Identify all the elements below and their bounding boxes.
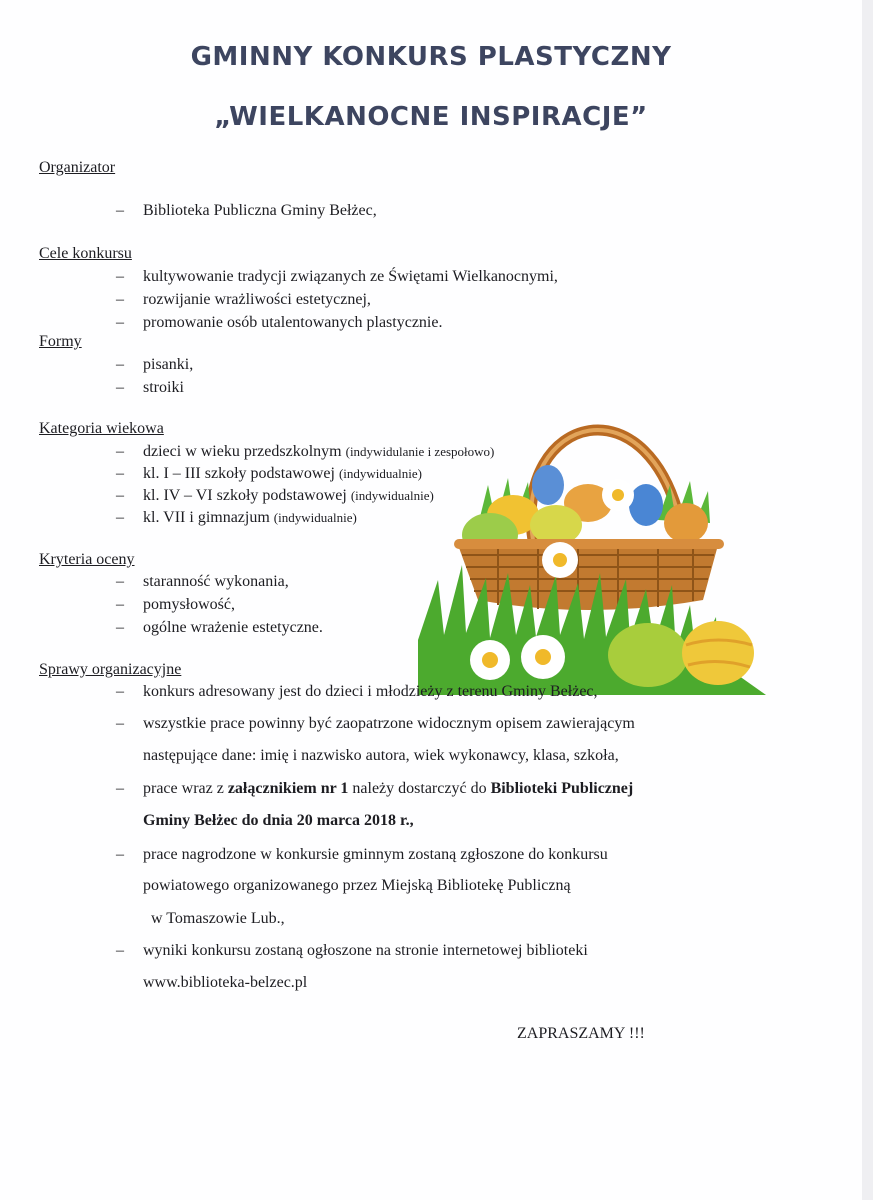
egg-blue: [532, 465, 564, 505]
list-item-continuation: następujące dane: imię i nazwisko autora, wiek wykonawcy, klasa, szkoła,: [143, 747, 619, 764]
list-item: – pomysłowość,: [116, 596, 235, 613]
list-item: – wszystkie prace powinny być zaopatrzone widocznym opisem zawierającym: [116, 715, 635, 732]
heading-organizer: Organizator: [39, 159, 116, 176]
heading-forms: Formy: [39, 333, 82, 350]
list-item-continuation: w Tomaszowie Lub.,: [151, 910, 285, 927]
list-item: – konkurs adresowany jest do dzieci i młodzieży z terenu Gminy Bełżec,: [116, 683, 598, 700]
list-item: – pisanki,: [116, 356, 194, 373]
daisy-flower: [602, 479, 634, 511]
egg-blue-2: [629, 484, 663, 526]
easter-basket-illustration: [418, 395, 766, 695]
list-item: – Biblioteka Publiczna Gminy Bełżec,: [116, 202, 377, 219]
daisy-flower: [470, 640, 510, 680]
list-item: – kl. IV – VI szkoły podstawowej (indywidualnie): [116, 487, 434, 504]
title-line-2: „WIELKANOCNE INSPIRACJE”: [214, 102, 648, 132]
deadline-text: Gminy Bełżec do dnia 20 marca 2018 r.,: [143, 812, 414, 829]
heading-age-category: Kategoria wiekowa: [39, 420, 164, 437]
list-item: – staranność wykonania,: [116, 573, 289, 590]
basket-rim: [454, 539, 724, 549]
list-item: – stroiki: [116, 379, 184, 396]
heading-goals: Cele konkursu: [39, 245, 132, 262]
daisy-flower: [521, 635, 565, 679]
list-item: – rozwijanie wrażliwości estetycznej,: [116, 291, 371, 308]
website-link[interactable]: www.biblioteka-belzec.pl: [143, 974, 308, 991]
list-item: – prace wraz z załącznikiem nr 1 należy dostarczyć do Biblioteki Publicznej: [116, 780, 634, 797]
egg-orange-2: [664, 503, 708, 543]
list-item: – wyniki konkursu zostaną ogłoszone na stronie internetowej biblioteki: [116, 942, 588, 959]
list-item: – kl. VII i gimnazjum (indywidualnie): [116, 509, 357, 526]
heading-organizational: Sprawy organizacyjne: [39, 661, 182, 678]
scan-edge: [862, 0, 873, 1200]
list-item-continuation: powiatowego organizowanego przez Miejską Bibliotekę Publiczną: [143, 877, 571, 894]
list-item: – prace nagrodzone w konkursie gminnym zostaną zgłoszone do konkursu: [116, 846, 608, 863]
invitation-text: ZAPRASZAMY !!!: [517, 1025, 645, 1042]
title-line-1: GMINNY KONKURS PLASTYCZNY: [190, 42, 672, 72]
list-item: – dzieci w wieku przedszkolnym (indywidulanie i zespołowo): [116, 443, 495, 460]
daisy-flower: [542, 542, 578, 578]
egg-green-front: [608, 623, 688, 687]
heading-criteria: Kryteria oceny: [39, 551, 135, 568]
egg-yellow-front: [682, 621, 754, 685]
list-item: – ogólne wrażenie estetyczne.: [116, 619, 323, 636]
list-item: – kl. I – III szkoły podstawowej (indywidualnie): [116, 465, 423, 482]
list-item: – kultywowanie tradycji związanych ze Świętami Wielkanocnymi,: [116, 268, 558, 285]
list-item: – promowanie osób utalentowanych plastycznie.: [116, 314, 443, 331]
